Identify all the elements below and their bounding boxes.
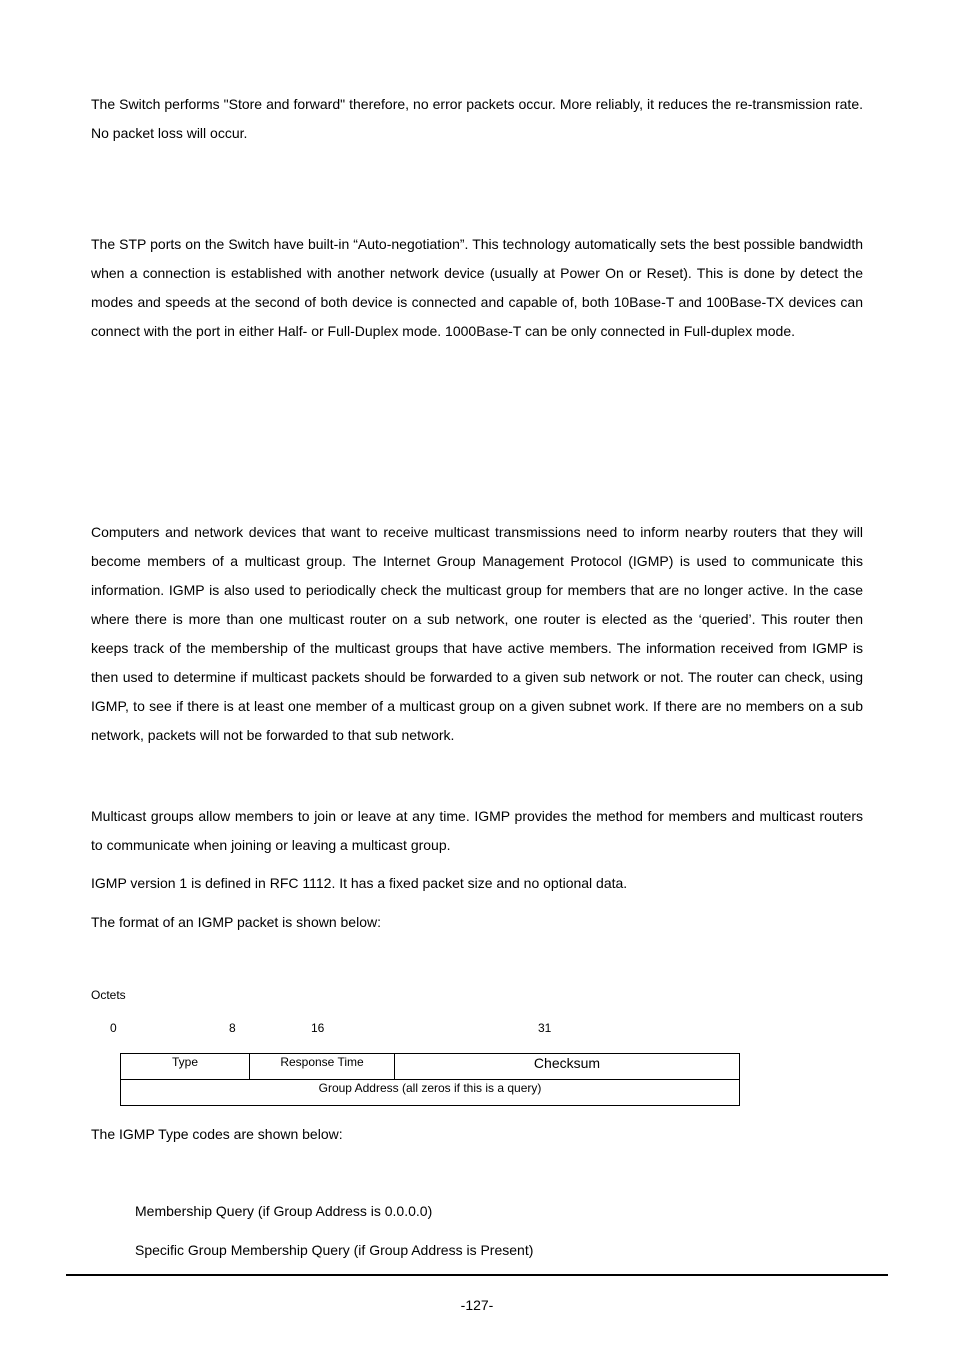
- octets-label: Octets: [91, 988, 126, 1002]
- igmp-packet-format-table: [120, 1053, 740, 1106]
- type-code-specific-group-query: Specific Group Membership Query (if Group Address is Present): [135, 1242, 534, 1258]
- format-intro-paragraph: The format of an IGMP packet is shown below:: [91, 914, 381, 930]
- response-time-field: Response Time: [250, 1054, 395, 1080]
- packet-header-row: [121, 1054, 740, 1080]
- store-forward-paragraph: The Switch performs "Store and forward" therefore, no error packets occur. More reliably, it reduces the re-transmission rate. No packet loss will occur.: [91, 96, 863, 141]
- bit-position-31: 31: [538, 1021, 552, 1035]
- type-codes-intro-paragraph: The IGMP Type codes are shown below:: [91, 1126, 343, 1142]
- bit-position-0: 0: [110, 1021, 117, 1035]
- multicast-groups-paragraph: Multicast groups allow members to join or leave at any time. IGMP provides the method for members and multicast routers to communicate when joining or leaving a multicast group.: [91, 808, 863, 853]
- bit-position-16: 16: [311, 1021, 325, 1035]
- type-field: Type: [121, 1054, 250, 1080]
- checksum-field: Checksum: [395, 1054, 740, 1080]
- igmp-intro-paragraph: Computers and network devices that want to receive multicast transmissions need to inform nearby routers that they will become members of a multicast group. The Internet Group Management Protocol (IGMP) is used to communicate this information. IGMP is also used to periodically check the multicast group for members that are no longer active. In the case where there is more than one multicast router on a sub network, one router is elected as the ‘queried’. This router then keeps track of the membership of the multicast groups that have active members. The information received from IGMP is then used to determine if multicast packets should be forwarded to a given sub network or not. The router can check, using IGMP, to see if there is at least one member of a multicast group on a given subnet work. If there are no members on a sub network, packets will not be forwarded to that sub network.: [91, 524, 863, 743]
- type-code-membership-query: Membership Query (if Group Address is 0.0.0.0): [135, 1203, 433, 1219]
- footer-divider: [66, 1274, 888, 1276]
- page-number: -127-: [460, 1297, 494, 1313]
- igmp-v1-paragraph: IGMP version 1 is defined in RFC 1112. It has a fixed packet size and no optional data.: [91, 875, 628, 891]
- group-address-field: Group Address (all zeros if this is a query): [121, 1080, 740, 1106]
- bit-position-8: 8: [229, 1021, 236, 1035]
- packet-address-row: [121, 1080, 740, 1106]
- auto-negotiation-paragraph: The STP ports on the Switch have built-in “Auto-negotiation”. This technology automatically sets the best possible bandwidth when a connection is established with another network device (usually at Power On or Reset). This is done by detect the modes and speeds at the second of both device is connected and capable of, both 10Base-T and 100Base-TX devices can connect with the port in either Half- or Full-Duplex mode. 1000Base-T can be only connected in Full-duplex mode.: [91, 236, 863, 339]
